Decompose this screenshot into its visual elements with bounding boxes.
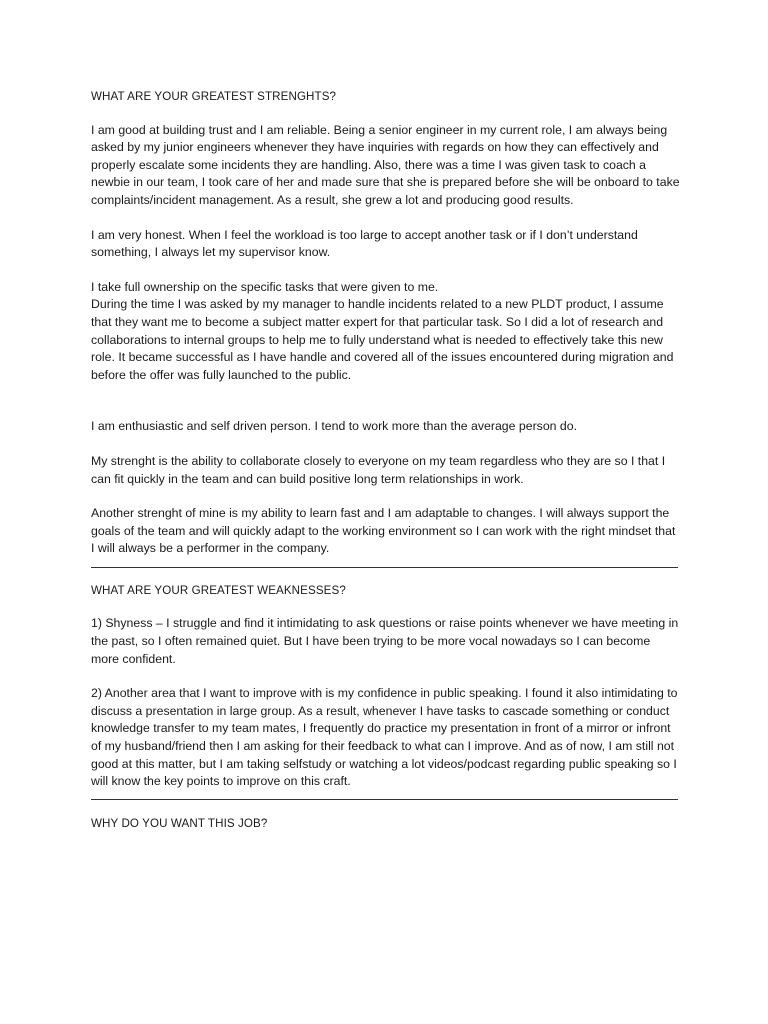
document-page — [91, 88, 681, 848]
strengths-paragraph-3: I take full ownership on the specific tasks that were given to me. — [91, 279, 439, 294]
weaknesses-paragraph-1: 1) Shyness – I struggle and find it intimidating to ask questions or raise points whenever we have meeting in the past, so I often remained quiet. But I have been trying to be more vocal nowadays so I can become more confident. — [91, 616, 679, 666]
why-job-section — [91, 815, 681, 833]
strengths-heading: WHAT ARE YOUR GREATEST STRENGHTS? — [91, 90, 337, 103]
weaknesses-heading: WHAT ARE YOUR GREATEST WEAKNESSES? — [91, 583, 346, 597]
why-job-heading: WHY DO YOU WANT THIS JOB? — [91, 816, 268, 830]
strengths-section — [91, 88, 681, 558]
strengths-paragraph-5: I am enthusiastic and self driven person. I tend to work more than the average person do. — [91, 419, 578, 434]
strengths-paragraph-2: I am very honest. When I feel the workload is too large to accept another task or if I don’t understand something, I always let my supervisor know. — [91, 227, 638, 260]
weaknesses-paragraph-2: 2) Another area that I want to improve with is my confidence in public speaking. I found it also intimidating to discuss a presentation in large group. As a result, whenever I have tasks to cascade something or conduct knowledge transfer to my team mates, I frequently do practice my presentation in front of a mirror or infront of my husband/friend then I am asking for their feedback to what can I improve. And as of now, I am still not good at this matter, but I am taking selfstudy or watching a lot videos/podcast regarding public speaking so I will know the key points to improve on this craft. — [91, 686, 678, 789]
strengths-paragraph-4: During the time I was asked by my manager to handle incidents related to a new PLDT product, I assume that they want me to become a subject matter expert for that particular task. So I did a lot of research and collaborations to internal groups to help me to fully understand what is needed to effectively take this new role. It became successful as I have handle and covered all of the issues encountered during migration and before the offer was fully launched to the public. — [91, 297, 674, 382]
section-divider-1 — [91, 567, 678, 568]
section-divider-2 — [91, 799, 678, 800]
strengths-paragraph-6: My strenght is the ability to collaborate closely to everyone on my team regardless who they are so I that I can fit quickly in the team and can build positive long term relationships in work. — [91, 453, 666, 486]
weaknesses-section — [91, 582, 681, 791]
strengths-paragraph-7: Another strenght of mine is my ability to learn fast and I am adaptable to changes. I will always support the goals of the team and will quickly adapt to the working environment so I can work with the right mindset that I will always be a performer in the company. — [91, 506, 676, 556]
strengths-paragraph-1: I am good at building trust and I am reliable. Being a senior engineer in my current role, I am always being asked by my junior engineers whenever they have inquiries with regards on how they can effectively and properly escalate some incidents they are handling. Also, there was a time I was given task to coach a newbie in our team, I took care of her and made sure that she is prepared before she will be onboard to take complaints/incident management. As a result, she grew a lot and producing good results. — [91, 122, 680, 207]
